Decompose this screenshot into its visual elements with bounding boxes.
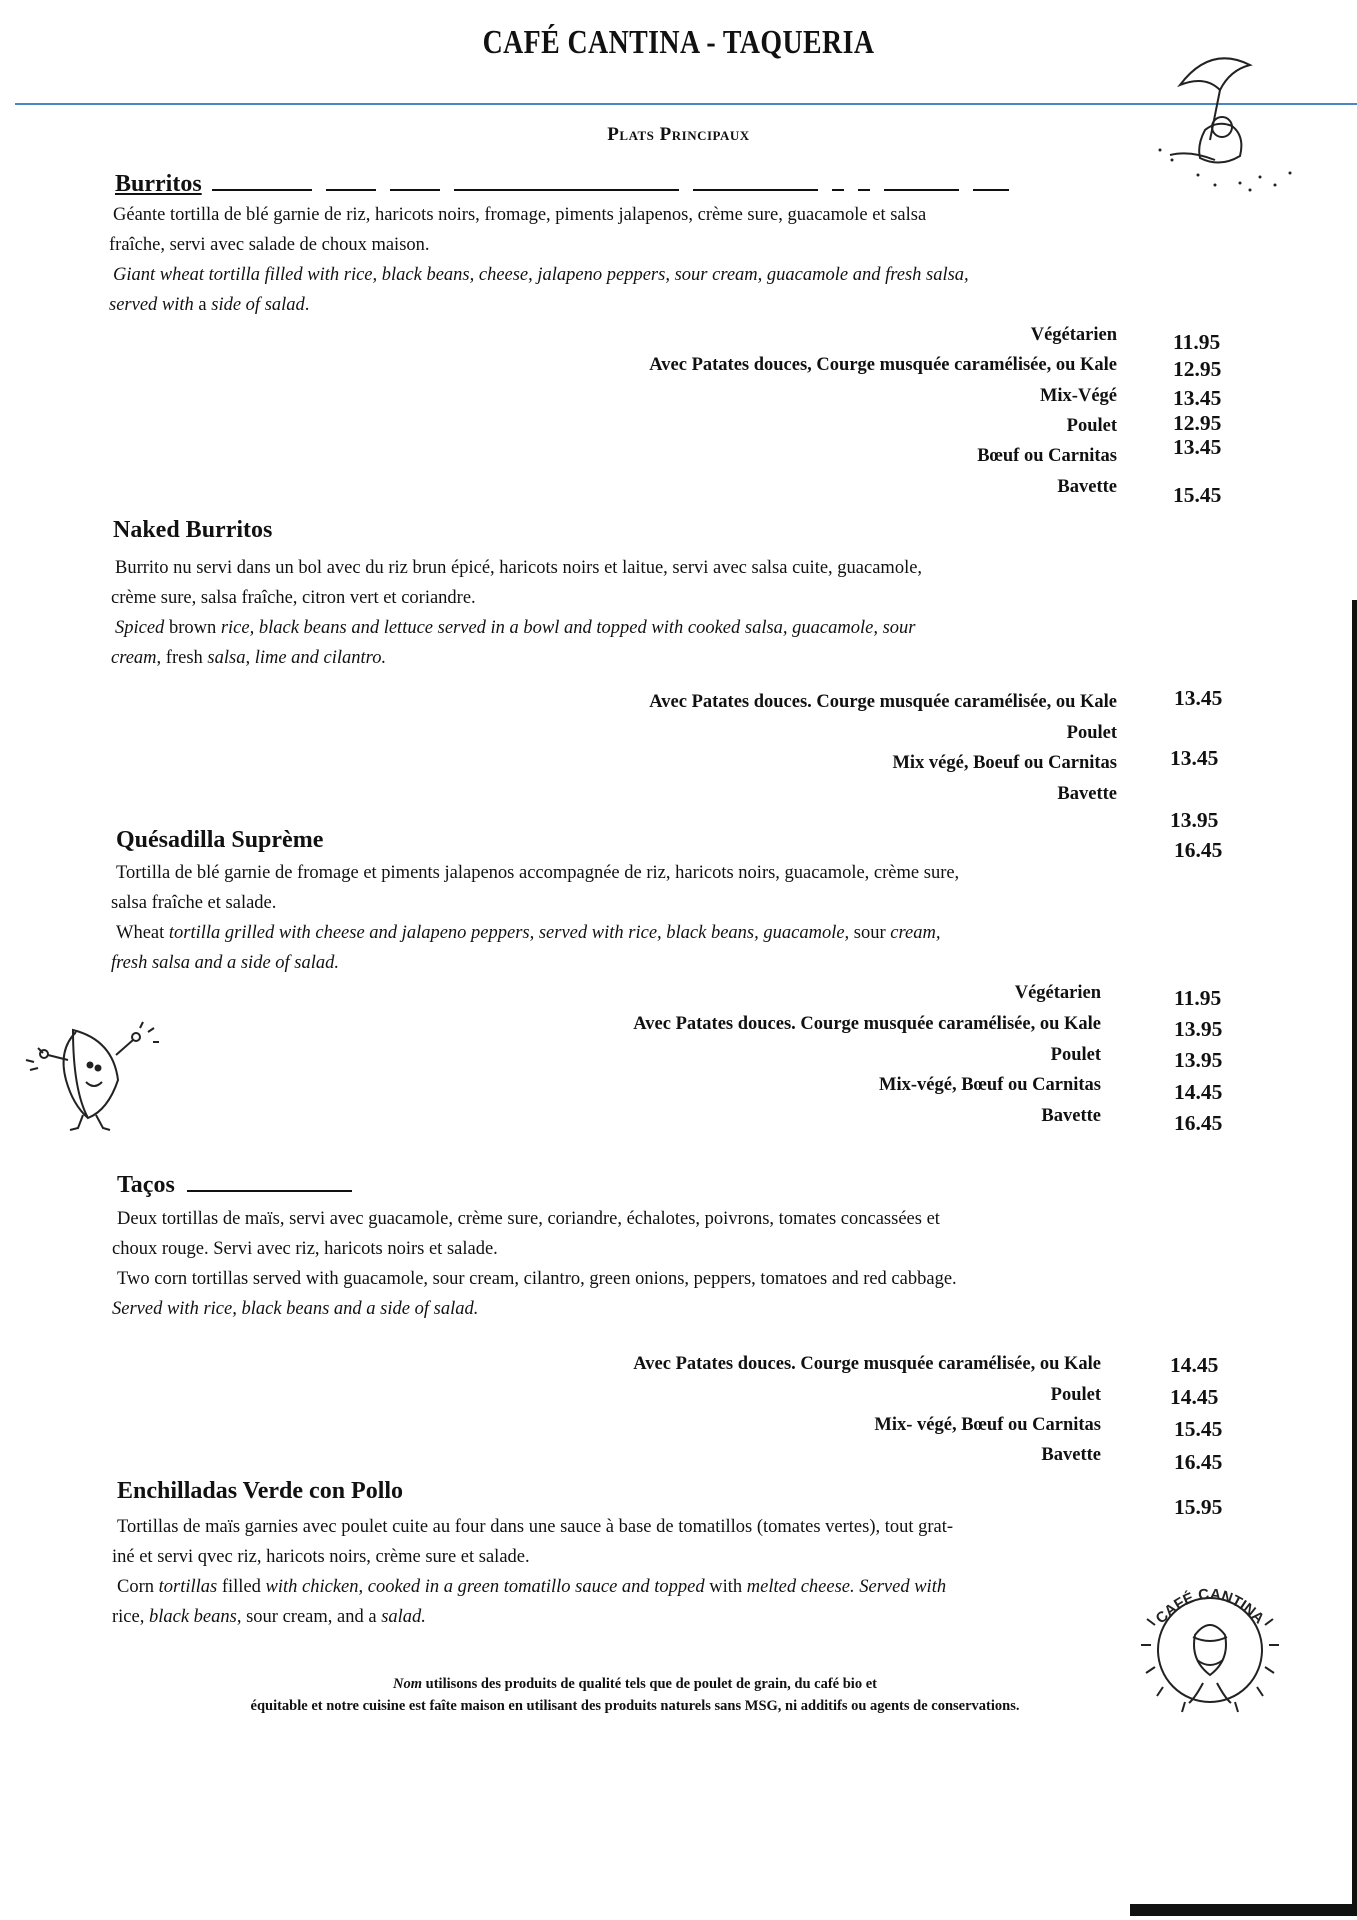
svg-text:CAFÉ CANTINA — [1152, 1586, 1267, 1628]
quesadilla-title: Quésadilla Suprème — [116, 827, 324, 853]
quesadilla-option: Bavette — [1041, 1106, 1101, 1126]
tacos-price: 15.45 — [1174, 1417, 1223, 1441]
naked-burritos-title: Naked Burritos — [113, 517, 273, 543]
quesadilla-description: Tortilla de blé garnie de fromage et piments jalapenos accompagnée de riz, haricots noirs, guacamole, crème sure, salsa fraîche et salade. Wheat tortilla grilled with cheese and jalapeno peppers, served with rice, black beans, guacamole, sour cream, fresh salsa and a side of salad. — [111, 863, 960, 973]
footer-note: Nom utilisons des produits de qualité tels que de poulet de grain, du café bio et équitable et notre cuisine est faîte maison en utilisant des produits naturels sans MSG, ni additifs ou agents de conservations. — [250, 1676, 1020, 1714]
naked-option: Avec Patates douces. Courge musquée caramélisée, ou Kale — [649, 692, 1117, 712]
tacos-option: Poulet — [1050, 1385, 1101, 1405]
naked-price: 16.45 — [1174, 838, 1223, 862]
naked-price: 13.95 — [1170, 808, 1219, 832]
burritos-title: Burritos — [115, 171, 1023, 198]
burritos-price: 12.95 — [1173, 411, 1222, 435]
naked-option: Poulet — [1066, 723, 1117, 743]
naked-option: Mix végé, Boeuf ou Carnitas — [892, 753, 1117, 773]
naked-option: Bavette — [1057, 784, 1117, 804]
burritos-option: Bavette — [1057, 477, 1117, 497]
enchilladas-price: 15.95 — [1174, 1495, 1223, 1519]
umbrella-doodle-icon — [1150, 45, 1310, 200]
tacos-description: Deux tortillas de maïs, servi avec guacamole, crème sure, coriandre, échalotes, poivrons, tomates concassées et choux rouge. Servi avec riz, haricots noirs et salade. Two corn tortillas served with guacamole, sour cream, cilantro, green onions, peppers, tomatoes and red cabbage. Served with rice, black beans and a side of salad. — [112, 1209, 957, 1319]
burritos-option: Végétarien — [1030, 325, 1117, 345]
tacos-price: 14.45 — [1170, 1385, 1219, 1409]
naked-price: 13.45 — [1174, 686, 1223, 710]
enchilladas-title: Enchilladas Verde con Pollo — [117, 1478, 404, 1504]
naked-burritos-description: Burrito nu servi dans un bol avec du riz brun épicé, haricots noirs et laitue, servi avec salsa cuite, guacamole, crème sure, salsa fraîche, citron vert et coriandre. Spiced brown rice, black beans and lettuce served in a bowl and topped with cooked salsa, guacamole, sour cream, fresh salsa, lime and cilantro. — [111, 558, 923, 668]
burritos-price: 12.95 — [1173, 357, 1222, 381]
tacos-price: 14.45 — [1170, 1353, 1219, 1377]
quesadilla-price: 11.95 — [1174, 986, 1222, 1010]
tacos-price: 16.45 — [1174, 1450, 1223, 1474]
burritos-option: Poulet — [1066, 416, 1117, 436]
burritos-description: Géante tortilla de blé garnie de riz, haricots noirs, fromage, piments jalapenos, crème sure, guacamole et salsa fraîche, servi avec salade de choux maison. Giant wheat tortilla filled with rice, black beans, cheese, jalapeno peppers, sour cream, guacamole and fresh salsa, served with a side of salad. — [109, 205, 969, 315]
tacos-option: Mix- végé, Bœuf ou Carnitas — [874, 1415, 1101, 1435]
burritos-option: Bœuf ou Carnitas — [977, 446, 1117, 466]
quesadilla-option: Végétarien — [1014, 983, 1101, 1003]
page-edge-right — [1352, 600, 1357, 1904]
burritos-price: 15.45 — [1173, 483, 1222, 507]
naked-price: 13.45 — [1170, 746, 1219, 770]
quesadilla-price: 13.95 — [1174, 1017, 1223, 1041]
enchilladas-description: Tortillas de maïs garnies avec poulet cuite au four dans une sauce à base de tomatillos (tomates vertes), tout grat- iné et servi qvec riz, haricots noirs, crème sure et salade. Corn tortillas filled with chicken, cooked in a green tomatillo sauce and topped with melted cheese. Served with rice, black beans, sour cream, and a salad. — [112, 1517, 954, 1627]
quesadilla-mascot-icon — [18, 1010, 168, 1135]
quesadilla-option: Avec Patates douces. Courge musquée caramélisée, ou Kale — [633, 1014, 1101, 1034]
tacos-option: Bavette — [1041, 1445, 1101, 1465]
burritos-price: 11.95 — [1173, 330, 1221, 354]
section-title: Plats Principaux — [607, 124, 750, 145]
quesadilla-price: 14.45 — [1174, 1080, 1223, 1104]
quesadilla-option: Poulet — [1050, 1045, 1101, 1065]
burritos-option: Avec Patates douces, Courge musquée caramélisée, ou Kale — [649, 355, 1117, 375]
quesadilla-option: Mix-végé, Bœuf ou Carnitas — [879, 1075, 1101, 1095]
logo-text: CAFÉ CANTINA — [1152, 1585, 1268, 1628]
tacos-option: Avec Patates douces. Courge musquée caramélisée, ou Kale — [633, 1354, 1101, 1374]
burritos-price: 13.45 — [1173, 386, 1222, 410]
page-title: CAFÉ CANTINA - TAQUERIA — [482, 24, 875, 61]
tacos-title: Taços — [117, 1172, 366, 1199]
quesadilla-price: 13.95 — [1174, 1048, 1223, 1072]
burritos-option: Mix-Végé — [1039, 386, 1117, 406]
burritos-price: 13.45 — [1173, 435, 1222, 459]
quesadilla-price: 16.45 — [1174, 1111, 1223, 1135]
page-edge-bottom — [1130, 1904, 1357, 1916]
